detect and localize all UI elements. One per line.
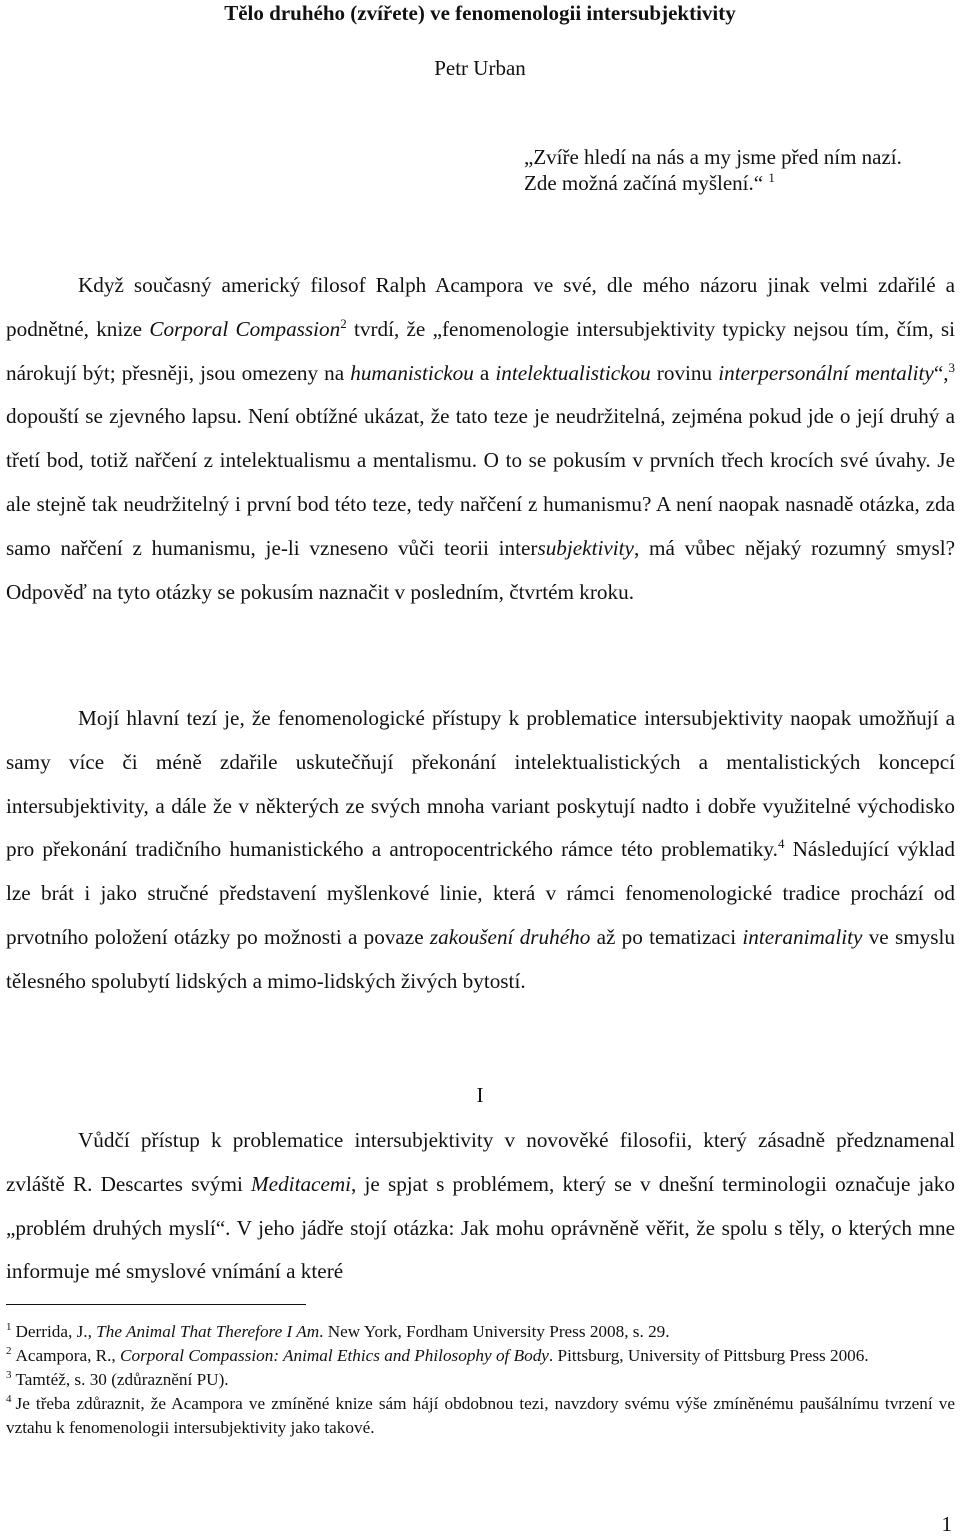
epigraph	[524, 144, 954, 196]
p2-text-4: ve smyslu tělesného spolubytí lidských a mimo-lidských živých bytostí.	[6, 924, 955, 993]
footnote-ref-3[interactable]: 3	[948, 359, 956, 375]
footnote-mark: 3	[6, 1369, 12, 1382]
p1-text-4: rovinu	[650, 360, 719, 385]
p3-text-1: Vůdčí přístup k problematice intersubjektivity v novověké filosofii, který zásadně předznamenal zvláště R. Descartes svými	[6, 1128, 955, 1196]
footnote-mark: 1	[6, 1321, 12, 1334]
footnote-ref-2[interactable]: 2	[340, 315, 347, 331]
paragraph-3	[6, 1119, 955, 1294]
author-name: Petr Urban	[434, 56, 526, 80]
footnote-text: Tamtéž, s. 30 (zdůraznění PU).	[15, 1370, 229, 1389]
p2-italic-2: interanimality	[742, 924, 863, 949]
footnote-mark: 2	[6, 1345, 12, 1358]
footnote-4	[6, 1392, 955, 1440]
section-heading: I	[476, 1083, 484, 1107]
p1-text-6: dopouští se zjevného lapsu. Není obtížné ukázat, že tato teze je neudržitelná, zejména pokud jde o její druhý a třetí bod, totiž nařčení z intelektualismu a mentalismu. O to se pokusím v prvních třech krocích své úvahy. Je ale stejně tak neudržitelný i první bod této teze, tedy nařčení z humanismu? A není naopak nasnadě otázka, zda samo nařčení z humanismu, je-li vzneseno vůči teorii inter	[6, 404, 955, 560]
footnote-text-end: . Pittsburg, University of Pittsburg Press 2006.	[548, 1346, 869, 1365]
footnote-ref-4[interactable]: 4	[777, 836, 785, 852]
paragraph-1	[6, 264, 955, 614]
p1-text-5: “,	[933, 360, 949, 385]
footnote-text: Derrida, J.,	[15, 1322, 97, 1341]
footnotes	[6, 1320, 955, 1440]
p2-text-1: Mojí hlavní tezí je, že fenomenologické přístupy k problematice intersubjektivity naopak umožňují a samy více či méně zdařile uskutečňují překonání intelektualistických a mentalistických koncepcí intersubjektivity, a dále že v některých ze svých mnoha variant poskytují nadto i dobře využitelné východisko pro překonání tradičního humanistického a antropocentrického rámce této problematiky.	[6, 706, 955, 862]
page-number: 1	[941, 1512, 952, 1536]
footnote-1	[6, 1320, 955, 1344]
footnote-3	[6, 1368, 955, 1392]
p1-italic-1: Corporal Compassion	[149, 316, 341, 341]
document-title: Tělo druhého (zvířete) ve fenomenologii intersubjektivity	[224, 1, 736, 25]
footnote-italic: Corporal Compassion: Animal Ethics and Philosophy of Body	[120, 1346, 549, 1365]
footnote-mark: 4	[6, 1393, 12, 1406]
footnote-2	[6, 1344, 955, 1368]
footnote-text: Je třeba zdůraznit, že Acampora ve zmíněné knize sám hájí obdobnou tezi, navzdory svému výše zmíněnému paušálnímu tvrzení ve vztahu k fenomenologii intersubjektivity jako takové.	[6, 1394, 955, 1437]
footnote-text: Acampora, R.,	[15, 1346, 121, 1365]
epigraph-line-1: „Zvíře hledí na nás a my jsme před ním nazí.	[524, 145, 902, 169]
p2-italic-1: zakoušení druhého	[429, 924, 591, 949]
p1-text-1: Když současný americký filosof Ralph Acampora ve své, dle mého názoru jinak velmi zdařilé a podnětné, knize	[6, 273, 955, 341]
footnote-italic: The Animal That Therefore I Am	[96, 1322, 320, 1341]
p1-italic-4: interpersonální mentality	[718, 360, 934, 385]
p1-text-2: tvrdí, že „fenomenologie intersubjektivity typicky nejsou tím, čím, si nárokují být; přesněji, jsou omezeny na	[6, 316, 955, 385]
p2-text-2: Následující výklad lze brát i jako stručné představení myšlenkové linie, která v rámci fenomenologické tradice prochází od prvotního položení otázky po možnosti a povaze	[6, 837, 955, 949]
paragraph-2	[6, 697, 955, 1004]
p1-italic-5: subjektivity	[537, 535, 634, 560]
p1-italic-3: intelektualistickou	[495, 360, 651, 385]
p1-text-3: a	[473, 360, 496, 385]
p1-text-7: , má vůbec nějaký rozumný smysl? Odpověď na tyto otázky se pokusím naznačit v posledním, čtvrtém kroku.	[6, 535, 956, 604]
p3-italic-1: Meditacemi	[251, 1171, 352, 1196]
footnote-text-end: . New York, Fordham University Press 2008, s. 29.	[319, 1322, 670, 1341]
footnote-separator	[6, 1304, 306, 1305]
epigraph-line-2-text: Zde možná začíná myšlení.“	[524, 171, 764, 195]
p1-italic-2: humanistickou	[350, 360, 474, 385]
p3-text-2: , je spjat s problémem, který se v dnešní terminologii označuje jako „problém druhých myslí“. V jeho jádře stojí otázka: Jak mohu oprávněně věřit, že spolu s těly, o kterých mne informuje mé smyslové vnímání a které	[6, 1171, 955, 1284]
footnote-ref-1[interactable]: 1	[768, 170, 775, 185]
p2-text-3: až po tematizaci	[590, 924, 743, 949]
epigraph-line-2	[524, 170, 954, 196]
